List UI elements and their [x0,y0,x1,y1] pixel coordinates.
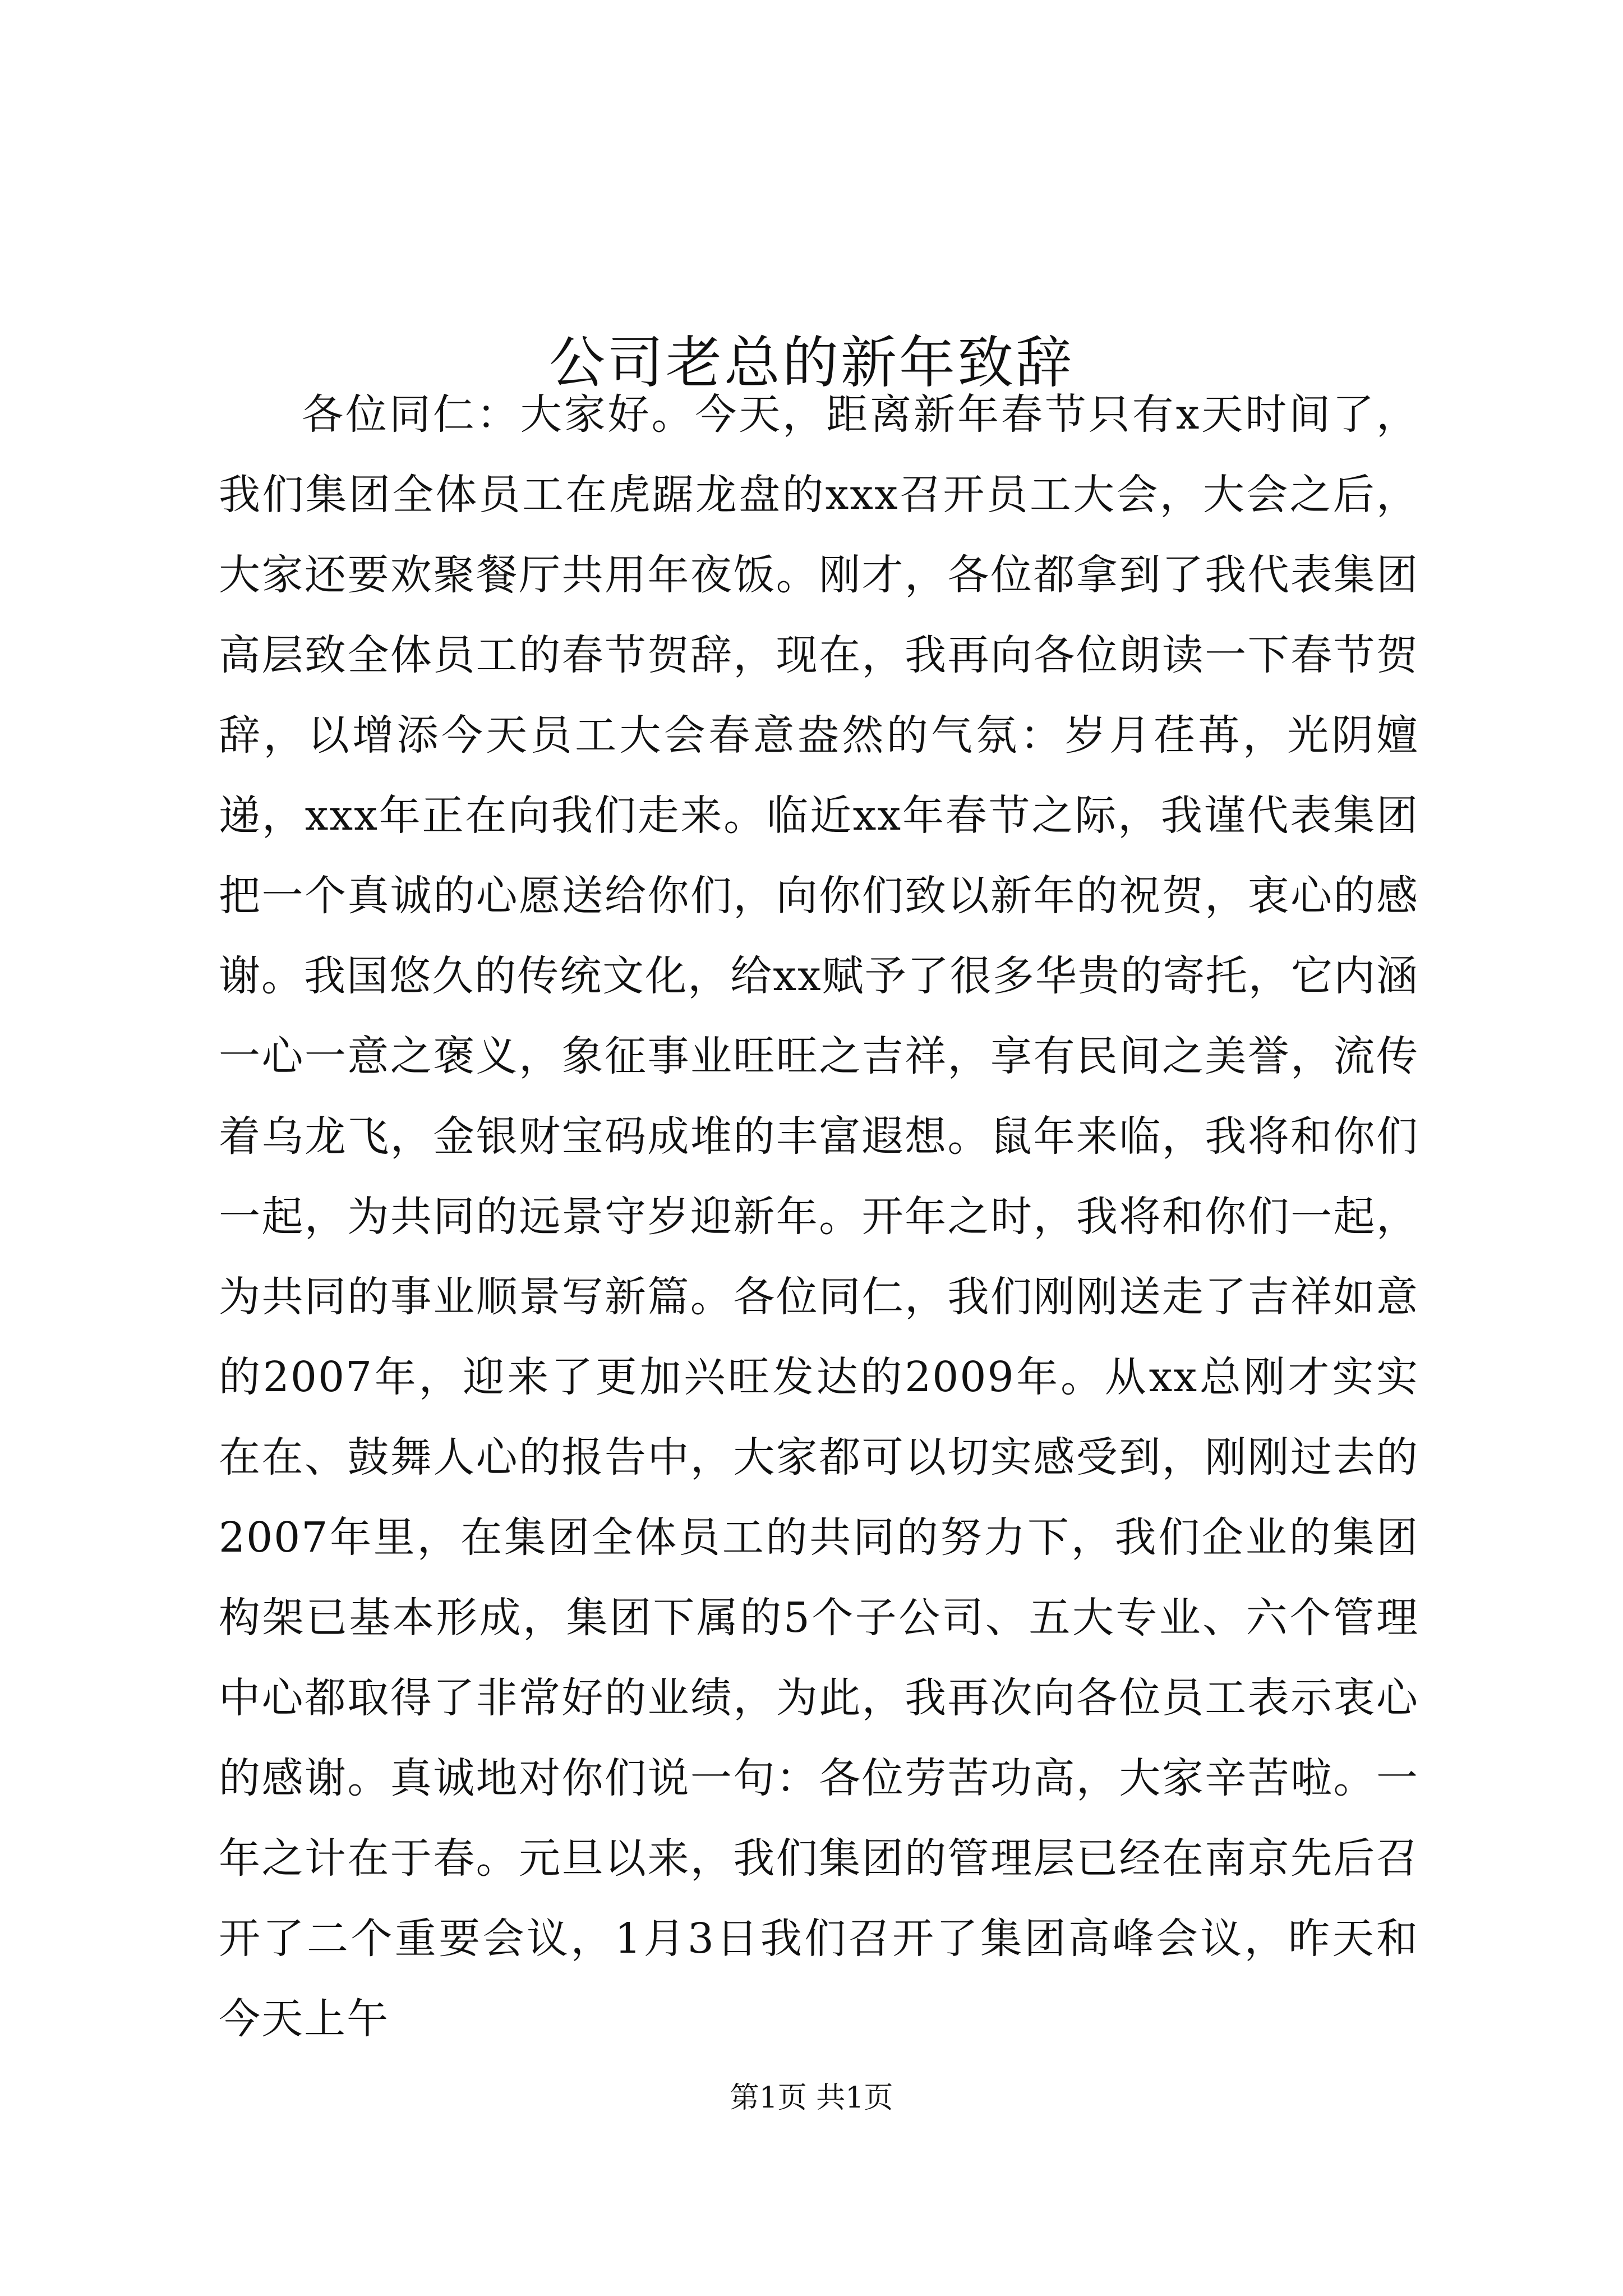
page-footer: 第1页 共1页 [730,2081,893,2115]
document-body: 各位同仁：大家好。今天，距离新年春节只有x天时间了，我们集团全体员工在虎踞龙盘的xxx召开员工大会，大会之后，大家还要欢聚餐厅共用年夜饭。刚才，各位都拿到了我代表集团高层致全体员工的春节贺辞，现在，我再向各位朗读一下春节贺辞，以增添今天员工大会春意盎然的气氛：岁月荏苒，光阴嬗递，xxx年正在向我们走来。临近xx年春节之际，我谨代表集团把一个真诚的心愿送给你们，向你们致以新年的祝贺，衷心的感谢。我国悠久的传统文化，给xx赋予了很多华贵的寄托，它内涵一心一意之褒义，象征事业旺旺之吉祥，享有民间之美誉，流传着乌龙飞，金银财宝码成堆的丰富遐想。鼠年来临，我将和你们一起，为共同的远景守岁迎新年。开年之时，我将和你们一起，为共同的事业顺景写新篇。各位同仁，我们刚刚送走了吉祥如意的2007年，迎来了更加兴旺发达的2009年。从xx总刚才实实在在、鼓舞人心的报告中，大家都可以切实感受到，刚刚过去的2007年里，在集团全体员工的共同的努力下，我们企业的集团构架已基本形成，集团下属的5个子公司、五大专业、六个管理中心都取得了非常好的业绩，为此，我再次向各位员工表示衷心的感谢。真诚地对你们说一句：各位劳苦功高，大家辛苦啦。一年之计在于春。元旦以来，我们集团的管理层已经在南京先后召开了二个重要会议，1月3日我们召开了集团高峰会议，昨天和今天上午 [219,390,1419,2043]
document-title: 公司老总的新年致辞 [549,330,1074,395]
